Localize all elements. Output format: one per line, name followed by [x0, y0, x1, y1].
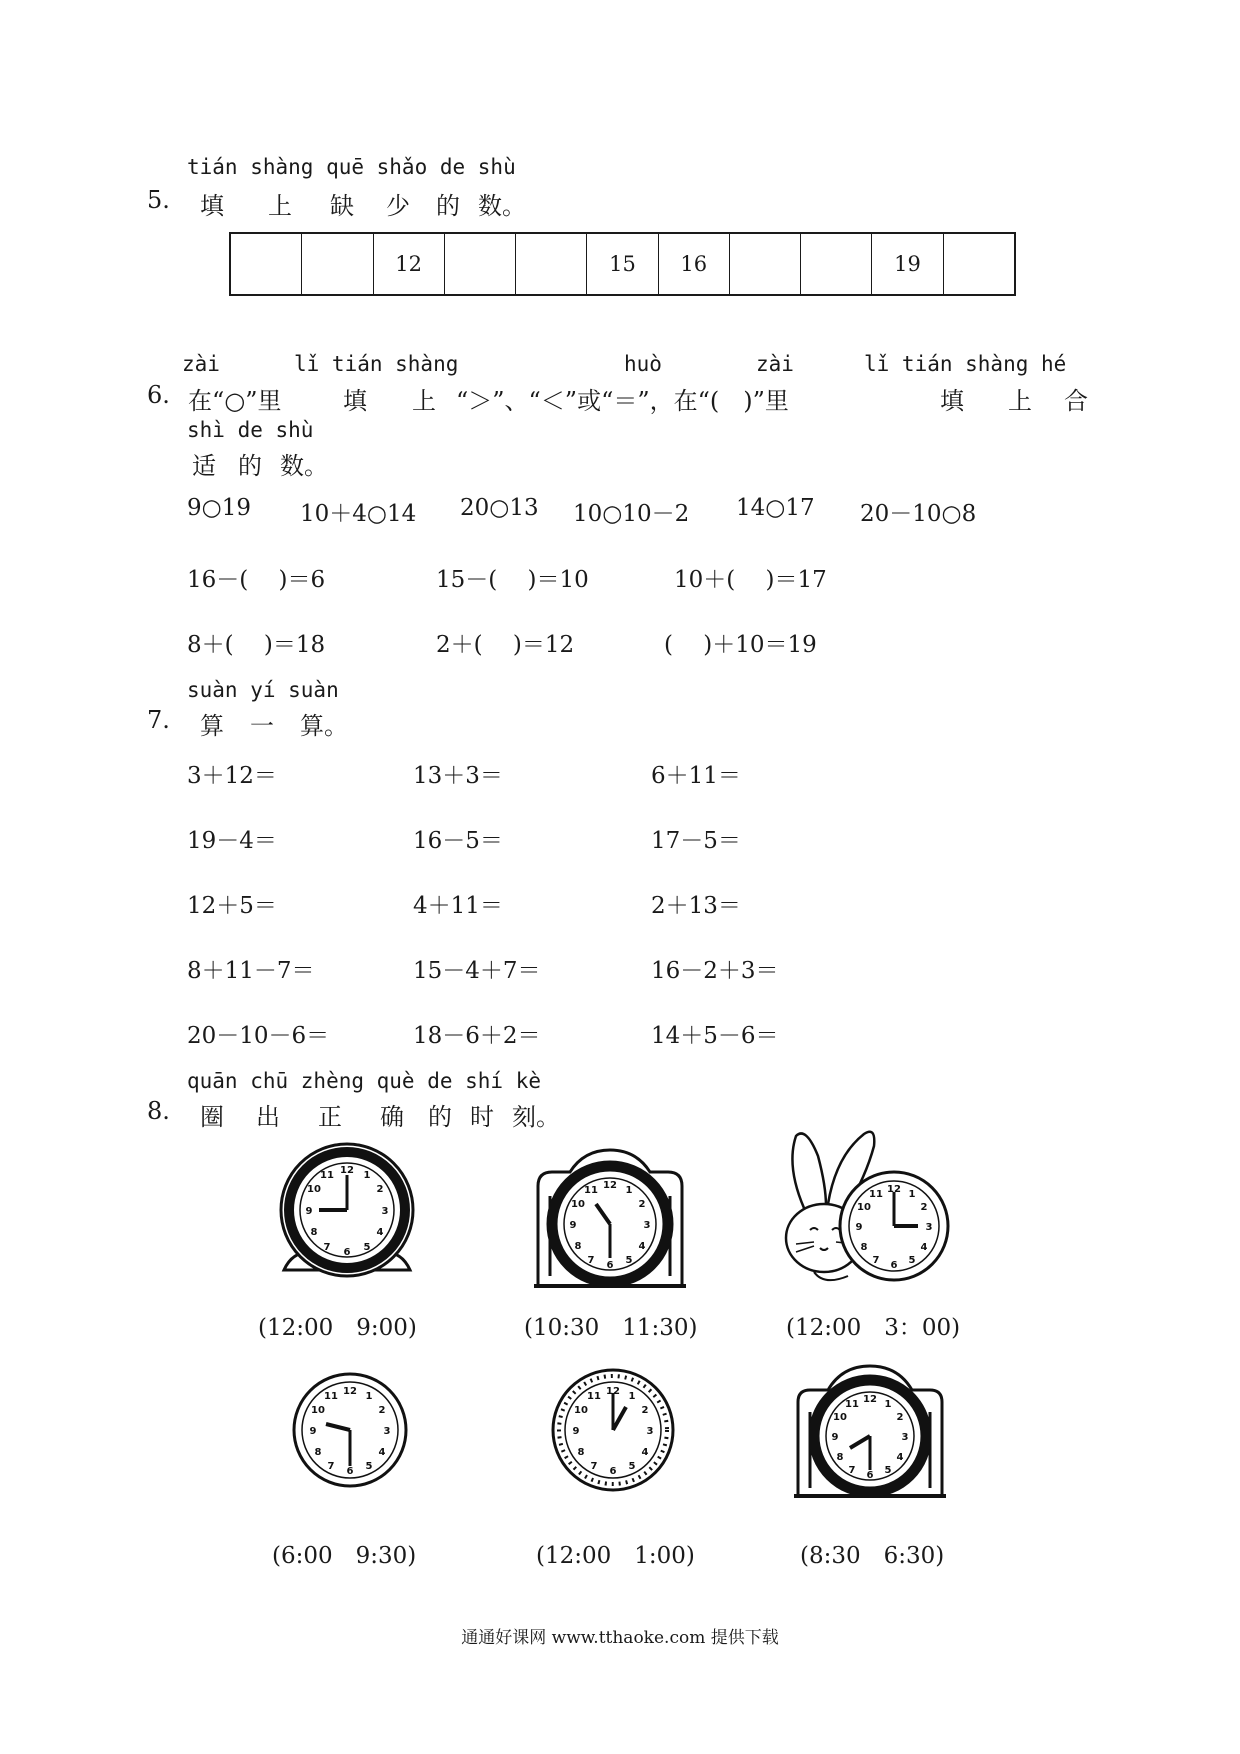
calc-item: 19－4＝ [187, 828, 277, 854]
q5-char: 少 [386, 192, 410, 220]
svg-text:10: 10 [833, 1412, 847, 1423]
q8-number: 8. [147, 1097, 170, 1125]
svg-text:11: 11 [845, 1399, 859, 1410]
svg-text:1: 1 [365, 1391, 373, 1402]
q6-pinyin: huò [624, 352, 662, 376]
svg-text:6: 6 [343, 1247, 351, 1258]
calc-item: 6＋11＝ [651, 763, 741, 789]
q6-text: 上 [412, 387, 436, 415]
compare-item: 10○10－2 [573, 501, 690, 527]
svg-text:9: 9 [569, 1220, 577, 1231]
grid-cell[interactable] [944, 234, 1014, 294]
svg-text:6: 6 [346, 1466, 354, 1477]
svg-text:5: 5 [908, 1255, 916, 1266]
calc-item: 2＋13＝ [651, 893, 741, 919]
svg-text:5: 5 [625, 1255, 633, 1266]
grid-cell[interactable] [730, 234, 801, 294]
q8-char: 圈 [200, 1103, 224, 1131]
q7-number: 7. [147, 706, 170, 734]
fill-blank-item: 10＋( )＝17 [674, 567, 827, 593]
svg-text:1: 1 [625, 1185, 633, 1196]
q8-char: 确 [380, 1103, 404, 1131]
svg-text:2: 2 [896, 1412, 904, 1423]
q8-pinyin: quān chū zhèng què de shí kè [187, 1069, 542, 1093]
q5-char: 数。 [478, 192, 526, 220]
svg-text:5: 5 [884, 1465, 892, 1476]
q5-number: 5. [147, 186, 170, 214]
svg-text:12: 12 [343, 1386, 357, 1397]
calc-item: 18－6＋2＝ [413, 1023, 541, 1049]
svg-text:10: 10 [311, 1405, 325, 1416]
svg-text:7: 7 [327, 1461, 335, 1472]
svg-text:2: 2 [376, 1184, 384, 1195]
q6-pinyin: lǐ tián shàng hé [864, 352, 1067, 376]
svg-text:3: 3 [381, 1206, 389, 1217]
calc-item: 4＋11＝ [413, 893, 503, 919]
time-choice[interactable]: (6:00 9:30) [272, 1543, 417, 1569]
svg-text:5: 5 [363, 1242, 371, 1253]
clock-icon [530, 1146, 690, 1291]
q5-char: 上 [268, 192, 292, 220]
svg-text:6: 6 [609, 1466, 617, 1477]
svg-text:8: 8 [577, 1447, 585, 1458]
calc-item: 8＋11－7＝ [187, 958, 315, 984]
svg-text:12: 12 [340, 1165, 354, 1176]
q6-text: 合 [1064, 387, 1088, 415]
svg-text:4: 4 [896, 1452, 904, 1463]
q6-text: “＞”、“＜”或“＝”，在“( )”里 [456, 387, 789, 415]
svg-text:9: 9 [305, 1206, 313, 1217]
q6-pinyin: lǐ tián shàng [294, 352, 459, 376]
svg-text:10: 10 [571, 1199, 585, 1210]
calc-item: 20－10－6＝ [187, 1023, 330, 1049]
svg-text:3: 3 [643, 1220, 651, 1231]
calc-item: 13＋3＝ [413, 763, 503, 789]
svg-text:4: 4 [378, 1447, 386, 1458]
svg-text:3: 3 [646, 1426, 654, 1437]
rabbit-clock-icon [776, 1126, 956, 1292]
q7-char: 算。 [300, 712, 348, 740]
calc-item: 15－4＋7＝ [413, 958, 541, 984]
svg-text:6: 6 [606, 1260, 614, 1271]
svg-text:5: 5 [365, 1461, 373, 1472]
q6-pinyin: zài [756, 352, 794, 376]
svg-text:2: 2 [378, 1405, 386, 1416]
svg-text:5: 5 [628, 1461, 636, 1472]
q6-pinyin: zài [182, 352, 220, 376]
svg-text:1: 1 [908, 1189, 916, 1200]
svg-text:12: 12 [863, 1394, 877, 1405]
svg-text:8: 8 [860, 1242, 868, 1253]
svg-text:7: 7 [872, 1255, 880, 1266]
svg-text:9: 9 [572, 1426, 580, 1437]
time-choice[interactable]: (10:30 11:30) [524, 1315, 698, 1341]
footer-credit: 通通好课网 www.tthaoke.com 提供下载 [461, 1628, 779, 1648]
grid-cell[interactable] [302, 234, 373, 294]
fill-blank-item: ( )＋10＝19 [664, 632, 817, 658]
q8-char: 出 [256, 1103, 280, 1131]
calc-item: 16－5＝ [413, 828, 503, 854]
svg-text:9: 9 [309, 1426, 317, 1437]
calc-item: 17－5＝ [651, 828, 741, 854]
svg-text:4: 4 [376, 1227, 384, 1238]
calc-item: 12＋5＝ [187, 893, 277, 919]
svg-text:2: 2 [638, 1199, 646, 1210]
q6-text: 的 [238, 452, 262, 480]
time-choice[interactable]: (8:30 6:30) [800, 1543, 945, 1569]
svg-text:2: 2 [920, 1202, 928, 1213]
svg-text:12: 12 [603, 1180, 617, 1191]
number-sequence-grid [229, 232, 1016, 296]
q8-char: 正 [318, 1103, 342, 1131]
grid-cell[interactable] [516, 234, 587, 294]
q5-pinyin: tián shàng quē shǎo de shù [187, 155, 516, 179]
svg-text:11: 11 [320, 1170, 334, 1181]
svg-text:6: 6 [890, 1260, 898, 1271]
clock-icon [548, 1365, 678, 1495]
svg-text:4: 4 [920, 1242, 928, 1253]
svg-text:3: 3 [901, 1432, 909, 1443]
svg-text:7: 7 [590, 1461, 598, 1472]
svg-text:3: 3 [925, 1222, 933, 1233]
clock-icon [290, 1370, 410, 1490]
q8-char: 时 [470, 1103, 494, 1131]
compare-item: 10＋4○14 [300, 501, 417, 527]
q5-char: 填 [200, 192, 224, 220]
svg-text:11: 11 [324, 1391, 338, 1402]
q6-text: 填 [940, 387, 964, 415]
q6-text: 填 [343, 387, 367, 415]
svg-text:11: 11 [584, 1185, 598, 1196]
compare-item: 9○19 [187, 495, 251, 521]
q6-number: 6. [147, 381, 170, 409]
compare-item: 20○13 [460, 495, 539, 521]
svg-text:7: 7 [587, 1255, 595, 1266]
grid-cell[interactable]: 12 [374, 234, 445, 294]
q5-char: 缺 [330, 192, 354, 220]
grid-cell[interactable]: 16 [659, 234, 730, 294]
q8-char: 刻。 [512, 1103, 560, 1131]
q6-pinyin-line2: shì de shù [187, 418, 314, 442]
q7-char: 一 [250, 712, 274, 740]
q5-char: 的 [436, 192, 460, 220]
svg-text:10: 10 [574, 1405, 588, 1416]
fill-blank-item: 8＋( )＝18 [187, 632, 326, 658]
q8-char: 的 [428, 1103, 452, 1131]
svg-text:8: 8 [314, 1447, 322, 1458]
svg-text:4: 4 [638, 1241, 646, 1252]
fill-blank-item: 15－( )＝10 [436, 567, 589, 593]
calc-item: 3＋12＝ [187, 763, 277, 789]
svg-text:7: 7 [848, 1465, 856, 1476]
time-choice[interactable]: (12:00 3：00) [786, 1315, 961, 1341]
svg-text:12: 12 [606, 1386, 620, 1397]
svg-text:7: 7 [323, 1242, 331, 1253]
q7-pinyin: suàn yí suàn [187, 678, 339, 702]
clock-icon [790, 1362, 950, 1502]
grid-cell[interactable] [801, 234, 872, 294]
q6-text: 适 [192, 452, 216, 480]
time-choice[interactable]: (12:00 9:00) [258, 1315, 417, 1341]
calc-item: 14＋5－6＝ [651, 1023, 779, 1049]
svg-text:2: 2 [641, 1405, 649, 1416]
svg-text:1: 1 [363, 1170, 371, 1181]
fill-blank-item: 16－( )＝6 [187, 567, 326, 593]
q6-text: 在“○”里 [188, 387, 282, 415]
svg-text:4: 4 [641, 1447, 649, 1458]
svg-text:8: 8 [574, 1241, 582, 1252]
grid-cell[interactable] [445, 234, 516, 294]
svg-text:11: 11 [587, 1391, 601, 1402]
compare-item: 20－10○8 [860, 501, 977, 527]
svg-text:8: 8 [310, 1227, 318, 1238]
svg-text:10: 10 [857, 1202, 871, 1213]
fill-blank-item: 2＋( )＝12 [436, 632, 575, 658]
time-choice[interactable]: (12:00 1:00) [536, 1543, 695, 1569]
grid-cell[interactable] [231, 234, 302, 294]
compare-item: 14○17 [736, 495, 815, 521]
q6-text: 上 [1008, 387, 1032, 415]
svg-text:9: 9 [855, 1222, 863, 1233]
svg-text:1: 1 [884, 1399, 892, 1410]
svg-text:8: 8 [836, 1452, 844, 1463]
svg-text:9: 9 [831, 1432, 839, 1443]
q6-text: 数。 [280, 452, 328, 480]
clock-icon [272, 1140, 422, 1290]
grid-cell[interactable]: 19 [872, 234, 943, 294]
svg-text:1: 1 [628, 1391, 636, 1402]
svg-text:3: 3 [383, 1426, 391, 1437]
svg-text:10: 10 [307, 1184, 321, 1195]
svg-text:6: 6 [866, 1470, 874, 1481]
svg-text:12: 12 [887, 1184, 901, 1195]
calc-item: 16－2＋3＝ [651, 958, 779, 984]
q7-char: 算 [200, 712, 224, 740]
svg-text:11: 11 [869, 1189, 883, 1200]
grid-cell[interactable]: 15 [587, 234, 658, 294]
